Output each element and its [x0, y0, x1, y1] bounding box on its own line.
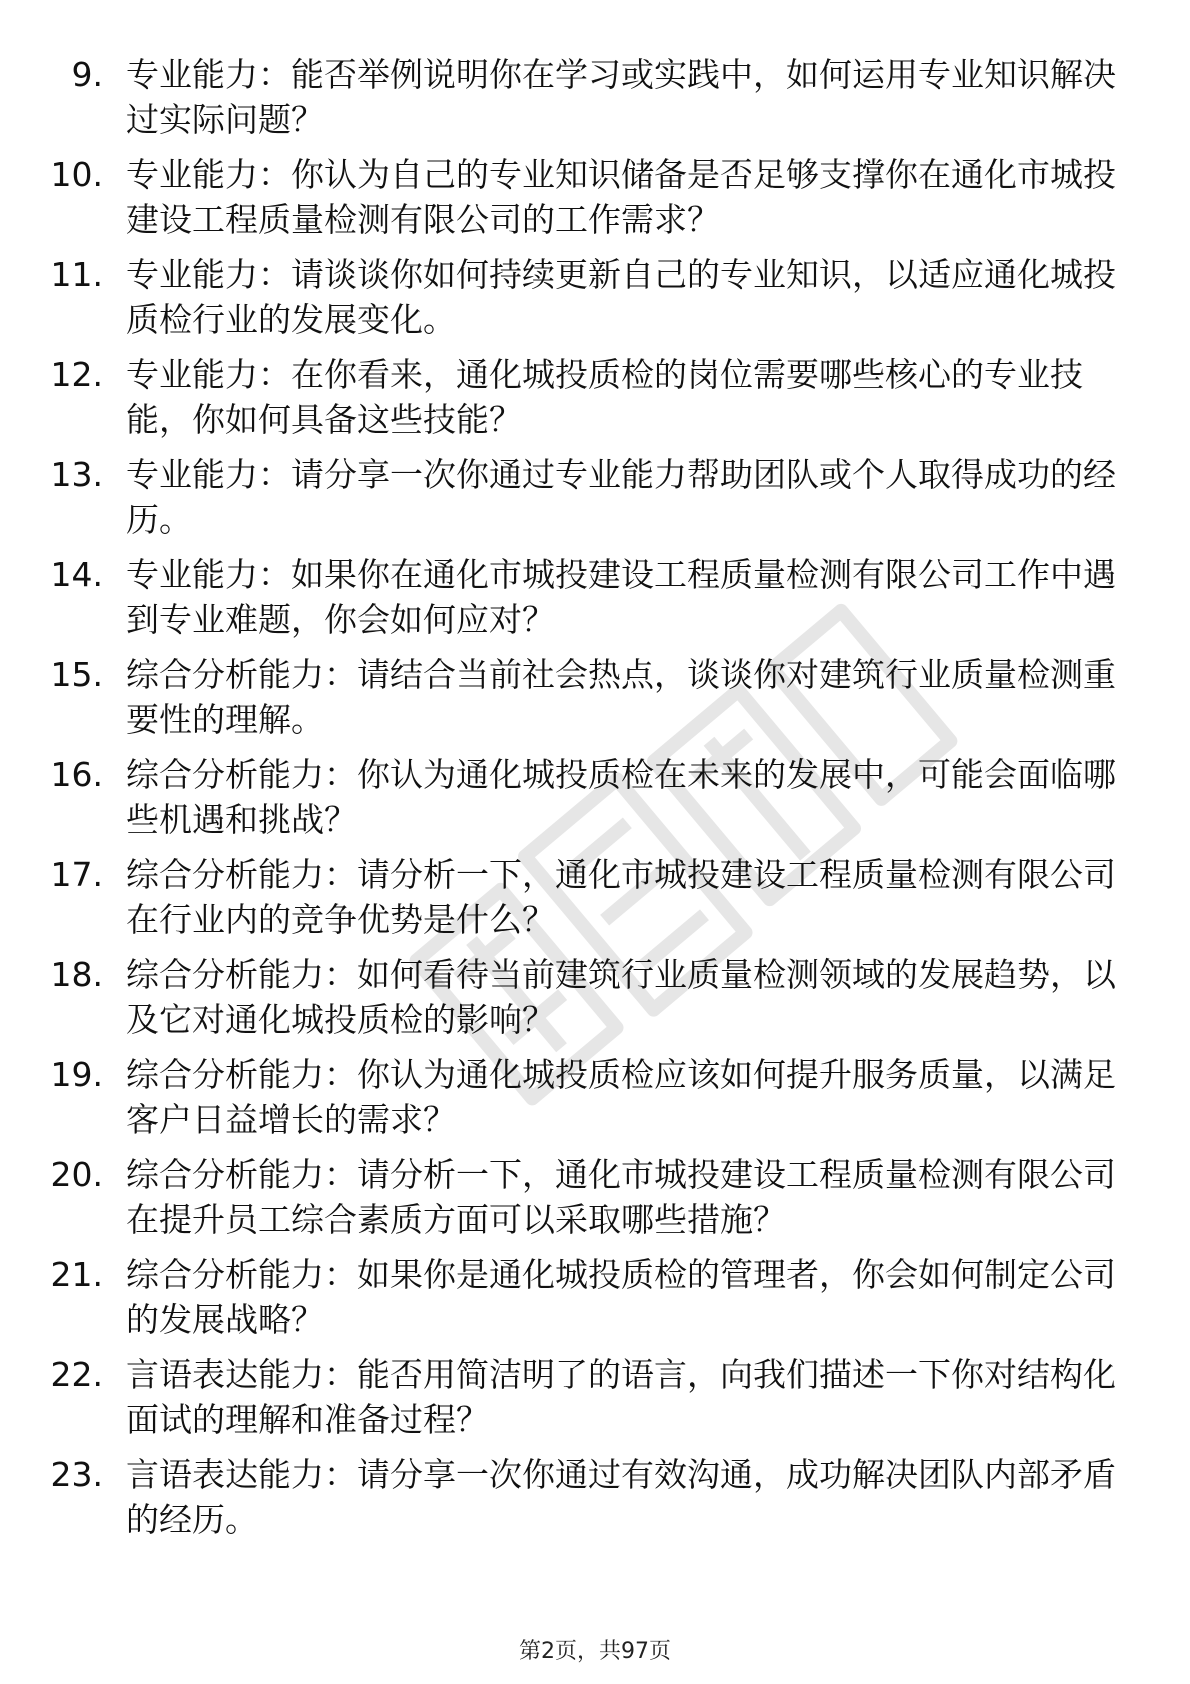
- question-text: 综合分析能力：如何看待当前建筑行业质量检测领域的发展趋势，以及它对通化城投质检的影响？: [126, 955, 1116, 1039]
- question-text: 专业能力：你认为自己的专业知识储备是否足够支撑你在通化市城投建设工程质量检测有限公司的工作需求？: [126, 155, 1116, 239]
- question-number: 14.: [50, 555, 103, 594]
- question-item: [0, 1152, 1190, 1252]
- question-item: [0, 252, 1190, 352]
- question-number: 19.: [50, 1055, 103, 1094]
- question-text: 专业能力：请谈谈你如何持续更新自己的专业知识，以适应通化城投质检行业的发展变化。: [126, 255, 1116, 339]
- question-text: 综合分析能力：你认为通化城投质检在未来的发展中，可能会面临哪些机遇和挑战？: [126, 755, 1116, 839]
- question-item: [0, 752, 1190, 852]
- question-item: [0, 952, 1190, 1052]
- question-item: [0, 452, 1190, 552]
- question-text: 专业能力：在你看来，通化城投质检的岗位需要哪些核心的专业技能，你如何具备这些技能？: [126, 355, 1083, 439]
- question-number: 18.: [50, 955, 103, 994]
- question-number: 15.: [50, 655, 103, 694]
- question-text: 专业能力：如果你在通化市城投建设工程质量检测有限公司工作中遇到专业难题，你会如何应对？: [126, 555, 1116, 639]
- question-text: 言语表达能力：能否用简洁明了的语言，向我们描述一下你对结构化面试的理解和准备过程？: [126, 1355, 1116, 1439]
- question-text: 专业能力：请分享一次你通过专业能力帮助团队或个人取得成功的经历。: [126, 455, 1116, 539]
- question-item: [0, 152, 1190, 252]
- question-number: 9.: [71, 55, 103, 94]
- question-text: 综合分析能力：请分析一下，通化市城投建设工程质量检测有限公司在提升员工综合素质方面可以采取哪些措施？: [126, 1155, 1116, 1239]
- question-item: [0, 652, 1190, 752]
- question-text: 综合分析能力：如果你是通化城投质检的管理者，你会如何制定公司的发展战略？: [126, 1255, 1116, 1339]
- question-item: [0, 1052, 1190, 1152]
- question-item: [0, 52, 1190, 152]
- question-item: [0, 352, 1190, 452]
- question-text: 言语表达能力：请分享一次你通过有效沟通，成功解决团队内部矛盾的经历。: [126, 1455, 1116, 1539]
- question-number: 13.: [50, 455, 103, 494]
- question-item: [0, 852, 1190, 952]
- question-number: 20.: [50, 1155, 103, 1194]
- question-number: 21.: [50, 1255, 103, 1294]
- question-item: [0, 1252, 1190, 1352]
- question-item: [0, 1452, 1190, 1552]
- question-item: [0, 1352, 1190, 1452]
- question-item: [0, 552, 1190, 652]
- question-text: 综合分析能力：你认为通化城投质检应该如何提升服务质量，以满足客户日益增长的需求？: [126, 1055, 1116, 1139]
- question-number: 11.: [50, 255, 103, 294]
- question-text: 专业能力：能否举例说明你在学习或实践中，如何运用专业知识解决过实际问题？: [126, 55, 1116, 139]
- question-list: [0, 52, 1190, 1552]
- page-number: 第2页，共97页: [519, 1639, 671, 1664]
- question-number: 16.: [50, 755, 103, 794]
- question-number: 23.: [50, 1455, 103, 1494]
- question-number: 17.: [50, 855, 103, 894]
- question-text: 综合分析能力：请分析一下，通化市城投建设工程质量检测有限公司在行业内的竞争优势是什么？: [126, 855, 1116, 939]
- question-text: 综合分析能力：请结合当前社会热点，谈谈你对建筑行业质量检测重要性的理解。: [126, 655, 1116, 739]
- question-number: 10.: [50, 155, 103, 194]
- question-number: 12.: [50, 355, 103, 394]
- question-number: 22.: [50, 1355, 103, 1394]
